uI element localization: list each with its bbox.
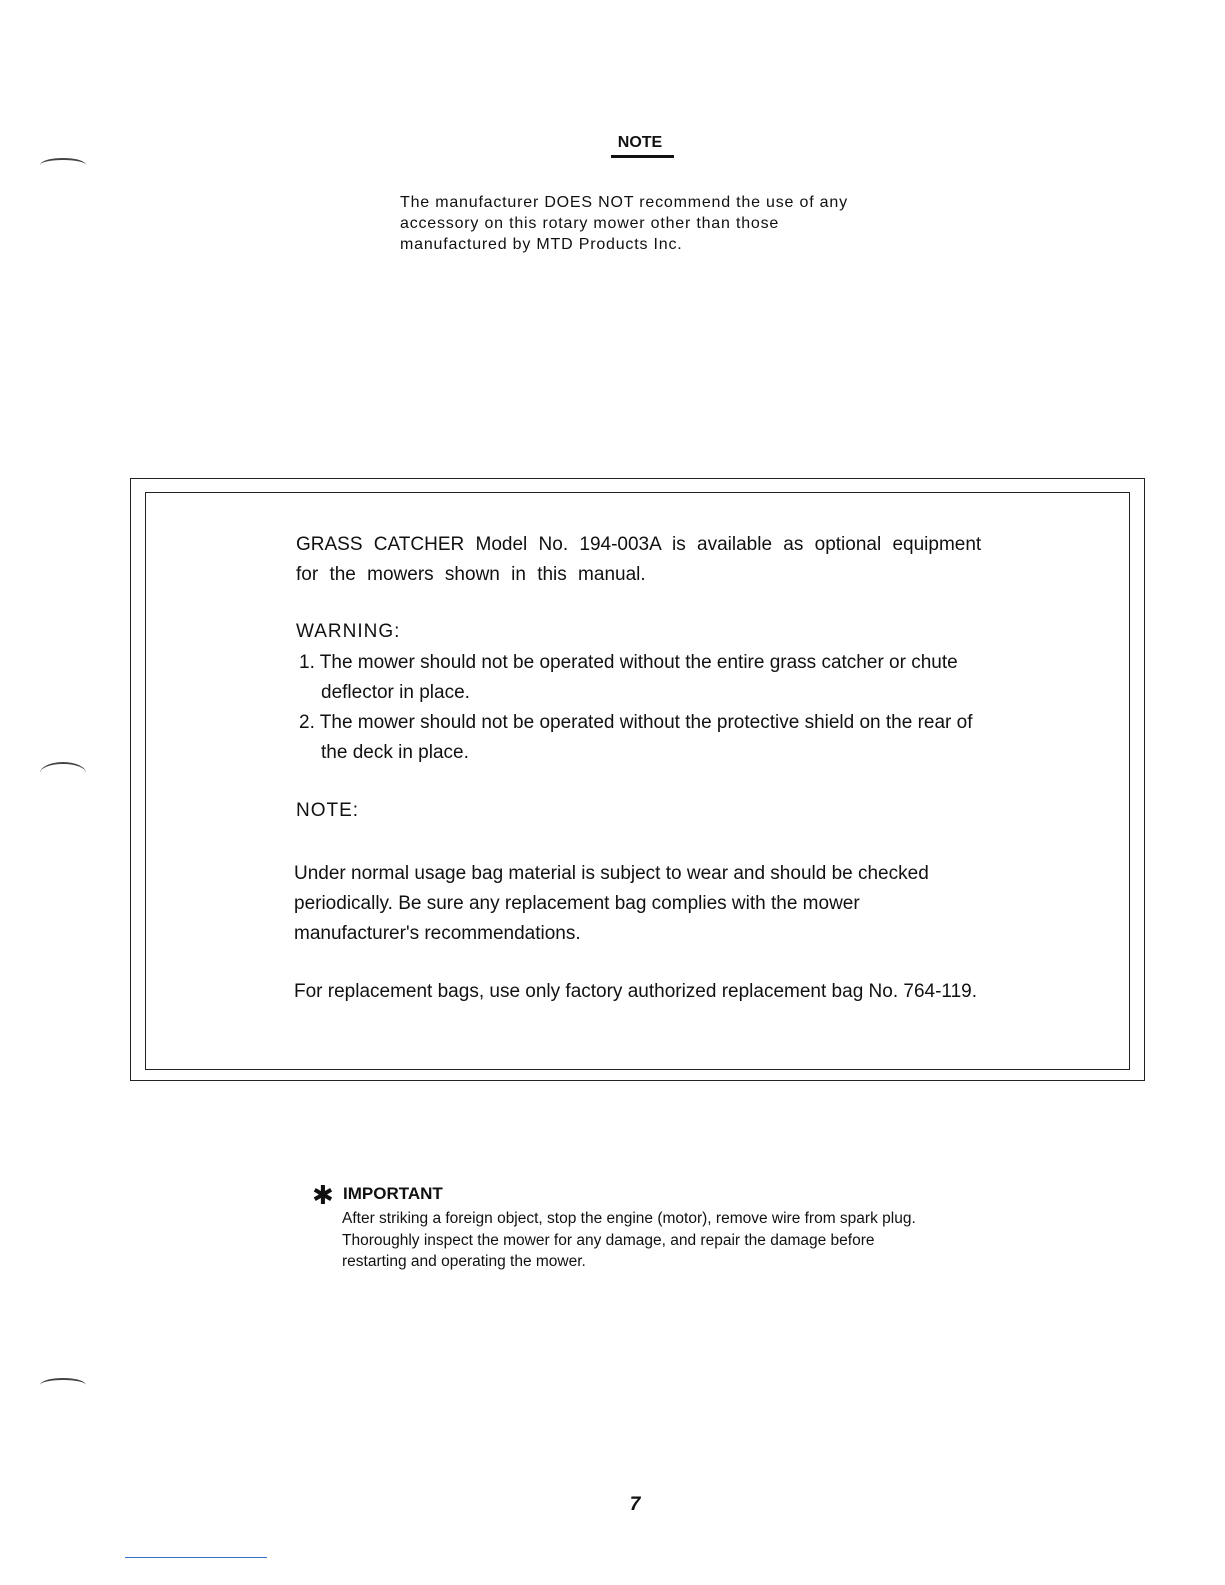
warning-heading: WARNING: [296, 621, 401, 642]
warning-item-2: 2. The mower should not be operated without the protective shield on the rear of the deck in place. [299, 712, 973, 763]
punch-hole-mark [40, 762, 86, 784]
punch-hole-mark [40, 158, 86, 172]
punch-hole-mark [40, 1378, 86, 1392]
page-number: 7 [629, 1494, 641, 1515]
note-text: The manufacturer DOES NOT recommend the use of any accessory on this rotary mower other than those manufactured by MTD Products Inc. [400, 194, 848, 253]
note-underline [611, 155, 674, 158]
grass-catcher-intro: GRASS CATCHER Model No. 194-003A is available as optional equipment for the mowers shown in this manual. [296, 534, 982, 585]
asterisk-icon: ✱ [312, 1180, 334, 1210]
important-title: IMPORTANT [343, 1184, 443, 1203]
box-note-heading: NOTE: [296, 800, 360, 821]
bottom-rule [125, 1557, 267, 1558]
important-text: After striking a foreign object, stop the engine (motor), remove wire from spark plug. Thoroughly inspect the mower for any damage, and repair the damage before restarting and operating the mower. [342, 1210, 916, 1270]
warning-item-1: 1. The mower should not be operated without the entire grass catcher or chute deflector in place. [299, 652, 958, 703]
bag-wear-note: Under normal usage bag material is subject to wear and should be checked periodically. Be sure any replacement bag complies with the mower manufacturer's recommendations. [294, 863, 929, 944]
note-title: NOTE [617, 134, 663, 151]
replacement-bag-text: For replacement bags, use only factory authorized replacement bag No. 764-119. [294, 981, 977, 1002]
